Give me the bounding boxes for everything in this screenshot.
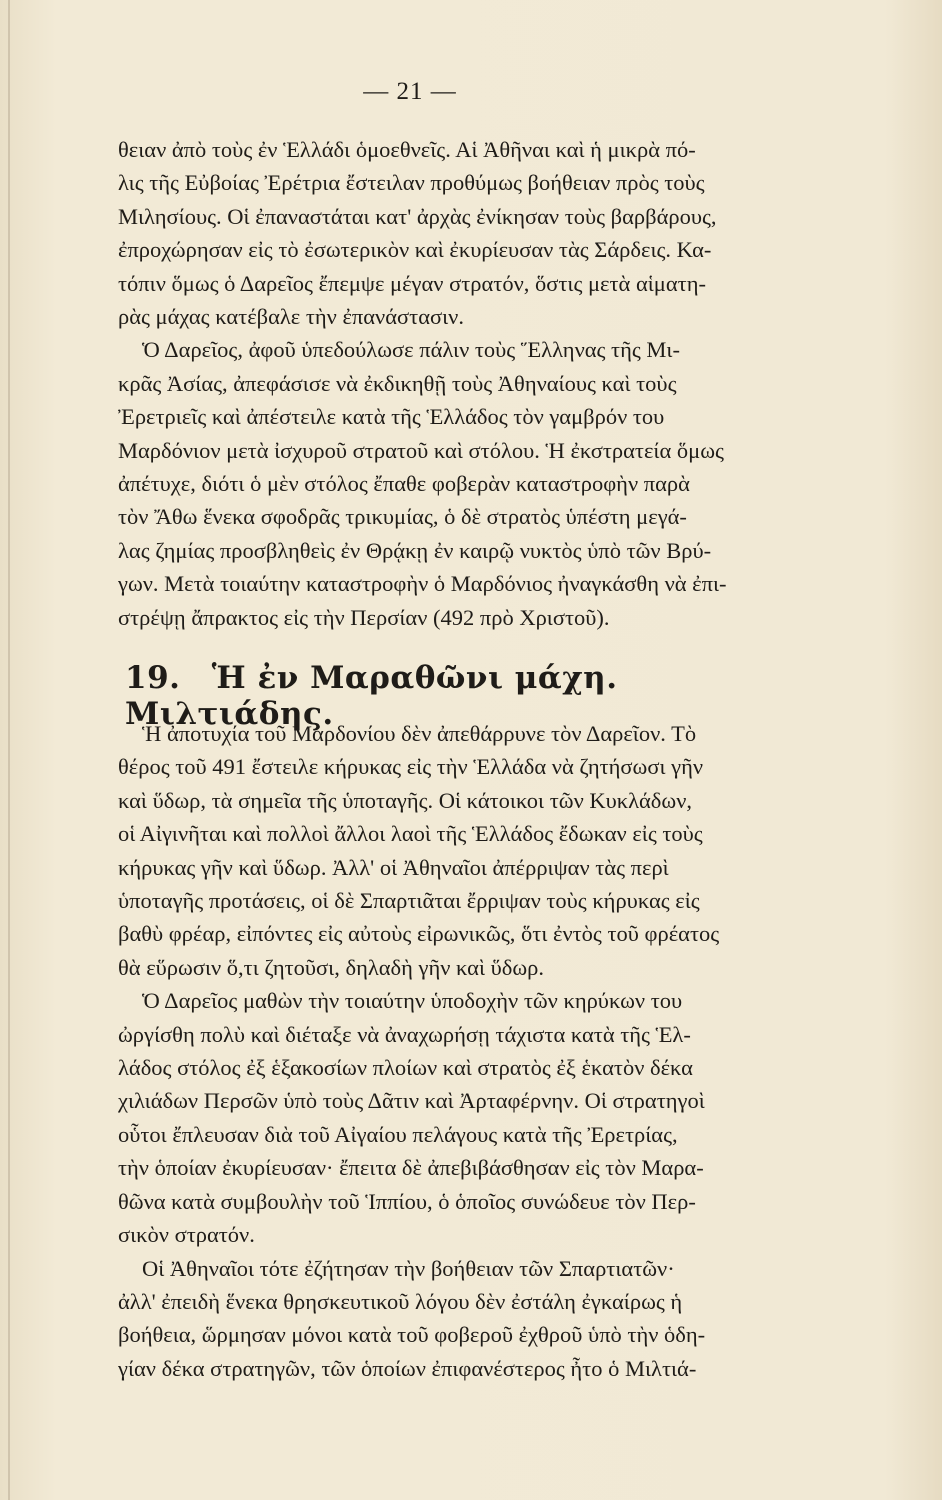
text-line: λις τῆς Εὐβοίας Ἐρέτρια ἔστειλαν προθύμως βοήθειαν πρὸς τοὺς — [118, 170, 705, 196]
page-number: — 21 — — [363, 78, 457, 105]
text-line: Οἱ Ἀθηναῖοι τότε ἐζήτησαν τὴν βοήθειαν τῶν Σπαρτιατῶν· — [142, 1255, 675, 1281]
text-line: θέρος τοῦ 491 ἔστειλε κήρυκας εἰς τὴν Ἑλλάδα νὰ ζητήσωσι γῆν — [118, 754, 704, 780]
text-line: ὠργίσθη πολὺ καὶ διέταξε νὰ ἀναχωρήσῃ τάχιστα κατὰ τῆς Ἑλ- — [118, 1021, 691, 1047]
text-line: οἱ Αἰγινῆται καὶ πολλοὶ ἄλλοι λαοὶ τῆς Ἑλλάδος ἔδωκαν εἰς τοὺς — [118, 821, 703, 847]
section-body — [118, 717, 808, 1385]
text-line: ἀλλ' ἐπειδὴ ἕνεκα θρησκευτικοῦ λόγου δὲν ἐστάλη ἐγκαίρως ἡ — [118, 1288, 683, 1314]
text-line: γίαν δέκα στρατηγῶν, τῶν ὁποίων ἐπιφανέστερος ἦτο ὁ Μιλτιά- — [118, 1355, 697, 1381]
binding-edge — [8, 0, 10, 1500]
text-line: βοήθεια, ὥρμησαν μόνοι κατὰ τοῦ φοβεροῦ ἐχθροῦ ὑπὸ τὴν ὁδη- — [118, 1322, 706, 1348]
text-line: καὶ ὕδωρ, τὰ σημεῖα τῆς ὑποταγῆς. Οἱ κάτοικοι τῶν Κυκλάδων, — [118, 787, 693, 813]
text-line: Μαρδόνιον μετὰ ἰσχυροῦ στρατοῦ καὶ στόλου. Ἡ ἐκστρατεία ὅμως — [118, 437, 724, 463]
text-line: θῶνα κατὰ συμβουλὴν τοῦ Ἱππίου, ὁ ὁποῖος συνώδευε τὸν Περ- — [118, 1188, 696, 1214]
text-line: Ὁ Δαρεῖος μαθὼν τὴν τοιαύτην ὑποδοχὴν τῶν κηρύκων του — [142, 988, 683, 1014]
text-line: ἐπροχώρησαν εἰς τὸ ἐσωτερικὸν καὶ ἐκυρίευσαν τὰς Σάρδεις. Κα- — [118, 237, 712, 263]
text-line: Ἡ ἀποτυχία τοῦ Μαρδονίου δὲν ἀπεθάρρυνε τὸν Δαρεῖον. Τὸ — [142, 721, 697, 746]
section-number: 19. — [125, 660, 181, 696]
paragraphs-before-section — [118, 133, 808, 634]
text-line: ρὰς μάχας κατέβαλε τὴν ἐπανάστασιν. — [118, 304, 464, 330]
text-line: Ἐρετριεῖς καὶ ἀπέστειλε κατὰ τῆς Ἑλλάδος τὸν γαμβρόν του — [118, 404, 665, 430]
text-line: Μιλησίους. Οἱ ἐπαναστάται κατ' ἀρχὰς ἐνίκησαν τοὺς βαρβάρους, — [118, 203, 717, 229]
text-line: κρᾶς Ἀσίας, ἀπεφάσισε νὰ ἐκδικηθῇ τοὺς Ἀθηναίους καὶ τοὺς — [118, 370, 677, 396]
text-line: θειαν ἀπὸ τοὺς ἐν Ἑλλάδι ὁμοεθνεῖς. Αἱ Ἀθῆναι καὶ ἡ μικρὰ πό- — [118, 137, 696, 162]
text-line: στρέψῃ ἄπρακτος εἰς τὴν Περσίαν (492 πρὸ Χριστοῦ). — [118, 604, 610, 630]
text-line: γων. Μετὰ τοιαύτην καταστροφὴν ὁ Μαρδόνιος ἠναγκάσθη νὰ ἐπι- — [118, 571, 727, 597]
text-line: τὴν ὁποίαν ἐκυρίευσαν· ἔπειτα δὲ ἀπεβιβάσθησαν εἰς τὸν Μαρα- — [118, 1155, 704, 1181]
text-line: βαθὺ φρέαρ, εἰπόντες εἰς αὐτοὺς εἰρωνικῶς, ὅτι ἐντὸς τοῦ φρέατος — [118, 921, 720, 947]
text-line: χιλιάδων Περσῶν ὑπὸ τοὺς Δᾶτιν καὶ Ἀρταφέρνην. Οἱ στρατηγοὶ — [118, 1088, 705, 1114]
text-line: κήρυκας γῆν καὶ ὕδωρ. Ἀλλ' οἱ Ἀθηναῖοι ἀπέρριψαν τὰς περὶ — [118, 854, 669, 880]
text-line: τόπιν ὅμως ὁ Δαρεῖος ἔπεμψε μέγαν στρατόν, ὅστις μετὰ αἱματη- — [118, 270, 706, 296]
text-line: λας ζημίας προσβληθεὶς ἐν Θρᾴκῃ ἐν καιρῷ νυκτὸς ὑπὸ τῶν Βρύ- — [118, 537, 712, 563]
text-line: τὸν Ἄθω ἕνεκα σφοδρᾶς τρικυμίας, ὁ δὲ στρατὸς ὑπέστη μεγά- — [118, 504, 687, 530]
text-line: θὰ εὕρωσιν ὅ,τι ζητοῦσι, δηλαδὴ γῆν καὶ ὕδωρ. — [118, 954, 545, 980]
text-line: σικὸν στρατόν. — [118, 1222, 255, 1248]
text-line: Ὁ Δαρεῖος, ἀφοῦ ὑπεδούλωσε πάλιν τοὺς Ἕλληνας τῆς Μι- — [142, 337, 680, 363]
section-title: Ἡ ἐν Μαραθῶνι μάχη. Μιλτιάδης. — [125, 660, 618, 732]
text-line: ἀπέτυχε, διότι ὁ μὲν στόλος ἔπαθε φοβερὰν καταστροφὴν παρὰ — [118, 471, 690, 497]
text-line: λάδος στόλος ἐξ ἑξακοσίων πλοίων καὶ στρατὸς ἐξ ἑκατὸν δέκα — [118, 1055, 693, 1081]
text-line: οὗτοι ἔπλευσαν διὰ τοῦ Αἰγαίου πελάγους κατὰ τῆς Ἐρετρίας, — [118, 1121, 678, 1147]
text-line: ὑποταγῆς προτάσεις, οἱ δὲ Σπαρτιᾶται ἔρριψαν τοὺς κήρυκας εἰς — [118, 888, 700, 914]
